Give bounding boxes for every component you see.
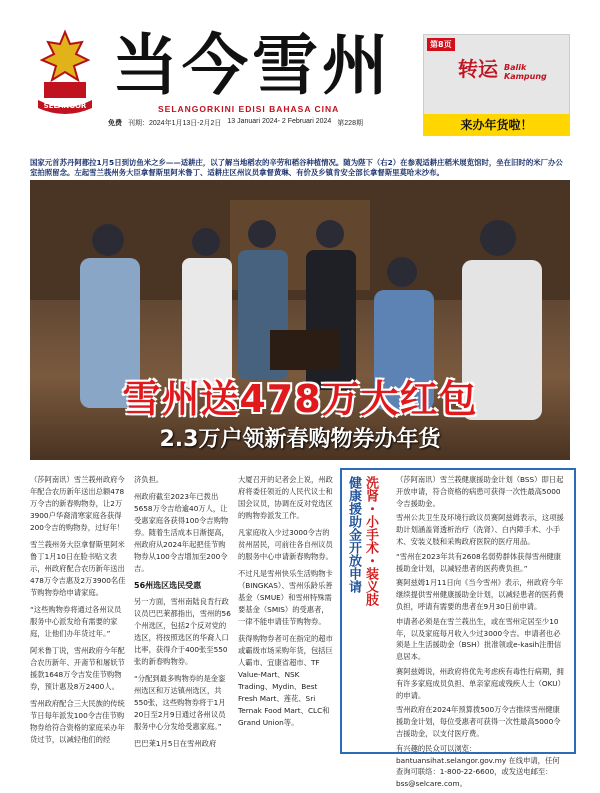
main-headline: 雪州送478万大红包 (122, 377, 478, 421)
sub-headline: 2.3万户领新春购物券办年货 (159, 427, 441, 452)
crest-label: SELANGOR (43, 102, 87, 110)
promo-logo: 转运 (458, 57, 498, 81)
sidebar-paragraph: 有兴趣的民众可以浏览：bantuansihat.selangor.gov.my 在线申请，任何查询可联络：1-800-22-6600，或发送电邮至：bss@selcare.com。 (396, 743, 560, 789)
selangor-crest-icon (30, 28, 100, 116)
lead-photo (30, 180, 570, 460)
photo-caption: 国家元首苏丹阿都拉1月5日到访鱼米之乡——适耕庄，以了解当地稻农的辛劳和稻谷种植情况。随为陛下（右2）在参观适耕庄稻米展览馆时，坐在旧时的米厂办公室拍照留念。左起雪兰莪州务大臣拿督斯里阿米鲁丁、适耕庄区州议员拿督黄琳、有价及乡镇肯安全部长拿督斯里莫哈末沙布。 (30, 158, 563, 177)
masthead (0, 0, 600, 136)
sidebar-paragraph: 雪州政府在2024年预算拨500万令吉推续雪州健康援助金计划，每位受惠者可获得一次性最高5000令吉援助金，以支付医疗费。 (396, 705, 561, 738)
sidebar-paragraph: 雪州公共卫生及环境行政议员赛阿兹姆表示，这项援助计划涵盖肾透析治疗（洗肾）、白内障手术、小手术、安装义肢和采购政府医院的医疗用品。 (396, 513, 564, 546)
issue-number: 第228期 (337, 120, 363, 127)
article-paragraph: 州政府截至2023年已拨出5658万令吉给逾40万人，让受惠家庭各获得100令吉购物券。随着生活成本日渐提高，州政府从2024年起把佳节购物券从100令吉增加至200令吉。 (134, 492, 229, 573)
sidebar-title (346, 476, 376, 606)
sidebar-body (396, 474, 566, 793)
sidebar-title-sub: 洗肾・小手术・装义肢 (363, 476, 378, 606)
promo-page: 第8页 (427, 38, 455, 51)
article-paragraph: 巴巴莱1月5日在雪州政府 (134, 739, 217, 748)
article-paragraph: 济负担。 (134, 475, 164, 484)
issue-date: 刊期：2024年1月13日-2月2日 (128, 120, 222, 127)
article-paragraph: 另一方面，雪州南陆良肯行政议员巴巴莱都指出，雪州的56个州选区，包括2个反对党的选区，将按照选区的华裔人口比率，获得介于400张至550张的新春购物券。 (134, 597, 231, 666)
sidebar-title-main: 健康援助金开放申请 (346, 476, 361, 593)
article-paragraph: 获得购物券者可在指定的超市或霸级市场采购年货，包括巨人霸市、宜康省超市、TF Value-Mart、NSK Trading、Mydin、Best Fresh Mart、莲花、Sri Ternak Food Mart、CLC和Grand Union等。 (238, 634, 333, 727)
issue-info (108, 118, 423, 128)
promo-caption: 来办年货啦！ (424, 114, 569, 135)
sidebar-paragraph: “雪州在2023年共有2608名弱势群体获得雪州健康援助金计划，以减轻患者的医药费负担。” (396, 551, 561, 573)
health-aid-sidebar (340, 468, 576, 789)
article-column-3 (238, 474, 334, 734)
article-paragraph: 凡家庭收入少过3000令吉的贫州居民，可前往各自州议员的服务中心申请新春购物券。 (238, 528, 333, 561)
article-paragraph: “分配到最多购物券的是金銮州选区和万达镇州选区，共550张，这些购物券将于1月20日至2月9日通过各州议员服务中心分发给受惠家庭。” (134, 674, 226, 731)
article-paragraph: 大厦召开的记者会上说，州政府将委任领近的人民代议士和国会议员，协调在反对党选区的购物券派发工作。 (238, 475, 333, 520)
article-subhead: 56州选区选民受惠 (134, 581, 202, 590)
article-column-2 (134, 474, 232, 755)
issue-date-en: 13 Januari 2024- 2 Februari 2024 (227, 118, 332, 125)
sidebar-paragraph: 赛阿兹姆说，州政府将优先考虑疾有毒性行病期，拥有许多家庭成员负担、单亲家庭或残疾人士（OKU）的申请。 (396, 666, 565, 700)
article-paragraph: 阿米鲁丁说，雪州政府今年配合农历新年、开斋节和屠妖节援款1648万令吉发佳节购物券，预计惠及8万2400人。 (30, 646, 125, 691)
article-paragraph: （莎阿南讯）雪兰莪州政府今年配合农历新年送出总额478万令吉的新春购物券，让2万3900户华裔清寒家庭各获得200令吉的购物券，过好年！ (30, 475, 125, 532)
article-paragraph: 雪州政府配合三大民族的传统节日每年派发100令吉佳节购物券给符合资格的家庭采办年货过节，以减轻他们的经 (30, 699, 125, 744)
article-paragraph: 不过凡是雪州快乐生活购物卡（BINGKAS）、雪州乐龄乐善基金（SMUE）和雪州特殊需要基金（SMIS）的受惠者，一律不能申请佳节购物券。 (238, 569, 333, 626)
article-column-1 (30, 474, 128, 751)
masthead-subtitle: SELANGORKINI EDISI BAHASA CINA (158, 104, 340, 114)
sidebar-paragraph: 赛阿兹姆1月11日向《当今雪州》表示，州政府今年继续提供雪州健康援助金计划，以减轻患者的医药费负担，呼请有需要的患者在9月30日前申请。 (396, 578, 564, 611)
sidebar-paragraph: （莎阿南讯）雪兰莪健康援助金计划（BSS）即日起开放申请，符合资格的病患可获得一次性最高5000令吉援助金。 (396, 475, 564, 508)
article-paragraph: 雪兰莪州务大臣拿督斯里阿米鲁丁1月10日在脸书贴文表示，州政府配合农历新年送出478万令吉惠及2万3900名佳节购物券给申请家庭。 (30, 540, 126, 597)
free-label: 免费 (108, 120, 122, 127)
promo-box[interactable] (423, 34, 570, 136)
masthead-title: 当今雪州 (112, 26, 392, 104)
sidebar-paragraph: 申请者必须是在雪兰莪出生，或在雪州定居至少10年，以及家庭每月收入少过3000令吉。申请者也必须是上生活援助金（BSH）批准领或e-kasih注册信息居本。 (396, 616, 562, 662)
promo-script: Balik Kampung (504, 63, 547, 81)
article-paragraph: “这些购物券将通过各州议员服务中心派发给有需要的家庭，让他们办年货过年。” (30, 605, 122, 638)
